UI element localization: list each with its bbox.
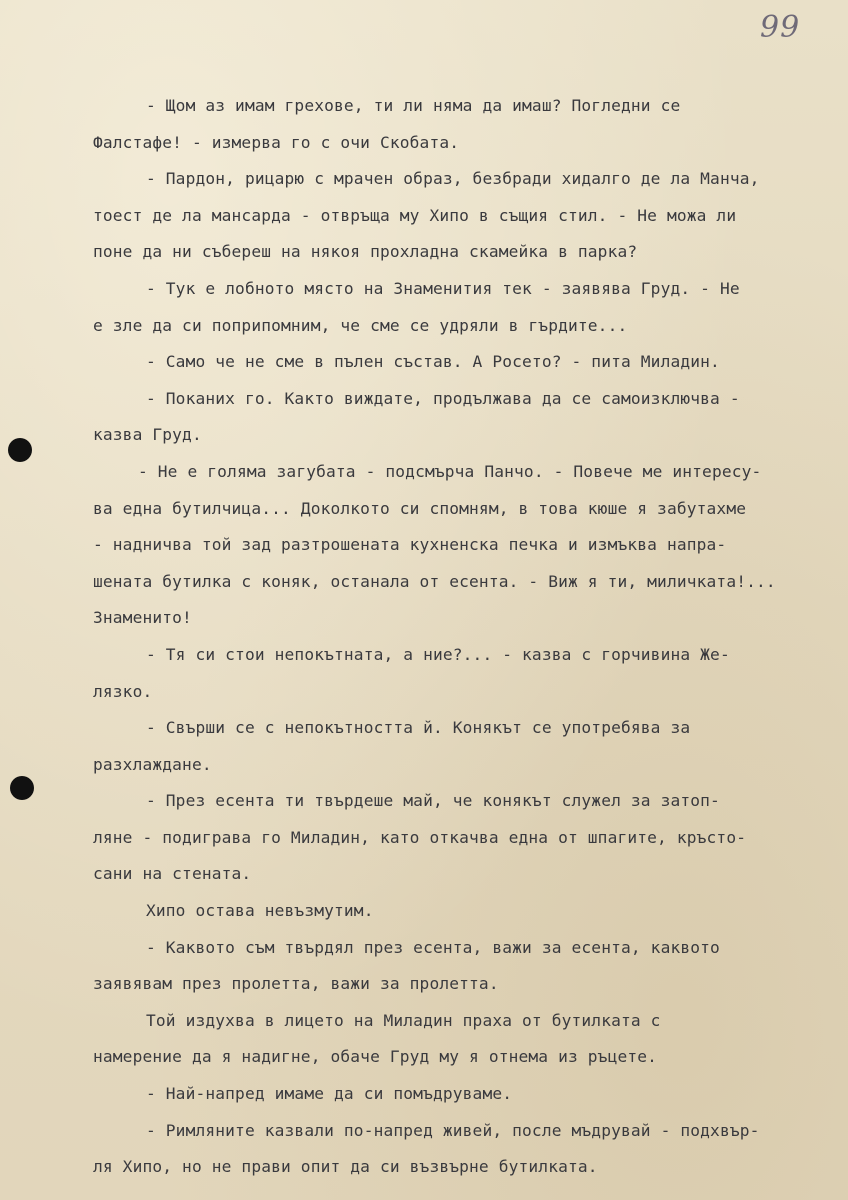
text-line: разхлаждане. — [93, 754, 212, 774]
text-line: - Римляните казвали по-напред живей, после мъдрувай - подхвър- — [146, 1120, 760, 1140]
text-line: - Не е голяма загубата - подсмърча Панчо. - Повече ме интересу- — [138, 461, 762, 481]
text-line: Той издухва в лицето на Миладин праха от бутилката с — [146, 1010, 661, 1030]
text-line: тоест де ла мансарда - отвръща му Хипо в същия стил. - Не можа ли — [93, 205, 737, 225]
text-line: - Свърши се с непокътността й. Конякът се употребява за — [146, 718, 691, 738]
text-line: - надничва той зад разтрошената кухненска печка и измъква напра- — [93, 535, 727, 555]
text-line: е зле да си поприпомним, че сме се удряли в гърдите... — [93, 315, 628, 335]
text-line: намерение да я надигне, обаче Груд му я отнема из ръцете. — [93, 1047, 658, 1067]
text-line: - Тя си стои непокътната, а ние?... - казва с горчивина Же- — [146, 644, 730, 664]
text-line: казва Груд. — [93, 425, 202, 445]
text-line: сани на стената. — [93, 864, 252, 884]
text-line: Фалстафе! - измерва го с очи Скобата. — [93, 132, 460, 152]
text-line: лязко. — [93, 681, 153, 701]
text-line: Знаменито! — [93, 608, 192, 628]
text-line: ляне - подиграва го Миладин, като откачва една от шпагите, кръсто- — [93, 827, 747, 847]
text-line: Хипо остава невъзмутим. — [146, 901, 374, 921]
text-line: ва една бутилчица... Доколкото си спомням, в това кюше я забутахме — [93, 498, 747, 518]
typewritten-text — [0, 88, 848, 1186]
text-line: - През есента ти твърдеше май, че конякът служел за затоп- — [146, 791, 720, 811]
text-line: - Пардон, рицарю с мрачен образ, безбради хидалго де ла Манча, — [146, 169, 760, 189]
page-number: 99 — [760, 10, 801, 45]
text-line: поне да ни събереш на някоя прохладна скамейка в парка? — [93, 242, 638, 262]
text-line: - Щом аз имам грехове, ти ли няма да имаш? Погледни се — [146, 96, 681, 115]
text-line: заявявам през пролетта, важи за пролетта. — [93, 974, 499, 994]
text-line: ля Хипо, но не прави опит да си възвърне бутилката. — [93, 1157, 598, 1177]
text-line: - Поканих го. Както виждате, продължава да се самоизключва - — [146, 388, 740, 408]
text-line: шената бутилка с коняк, останала от есента. - Виж я ти, миличката!... — [93, 571, 776, 591]
text-line: - Тук е лобното място на Знаменития тек - заявява Груд. - Не — [146, 278, 740, 298]
text-line: - Най-напред имаме да си помъдруваме. — [146, 1084, 513, 1104]
text-line: - Каквото съм твърдял през есента, важи за есента, каквото — [146, 937, 720, 957]
text-line: - Само че не сме в пълен състав. А Росето? - пита Миладин. — [146, 352, 720, 372]
